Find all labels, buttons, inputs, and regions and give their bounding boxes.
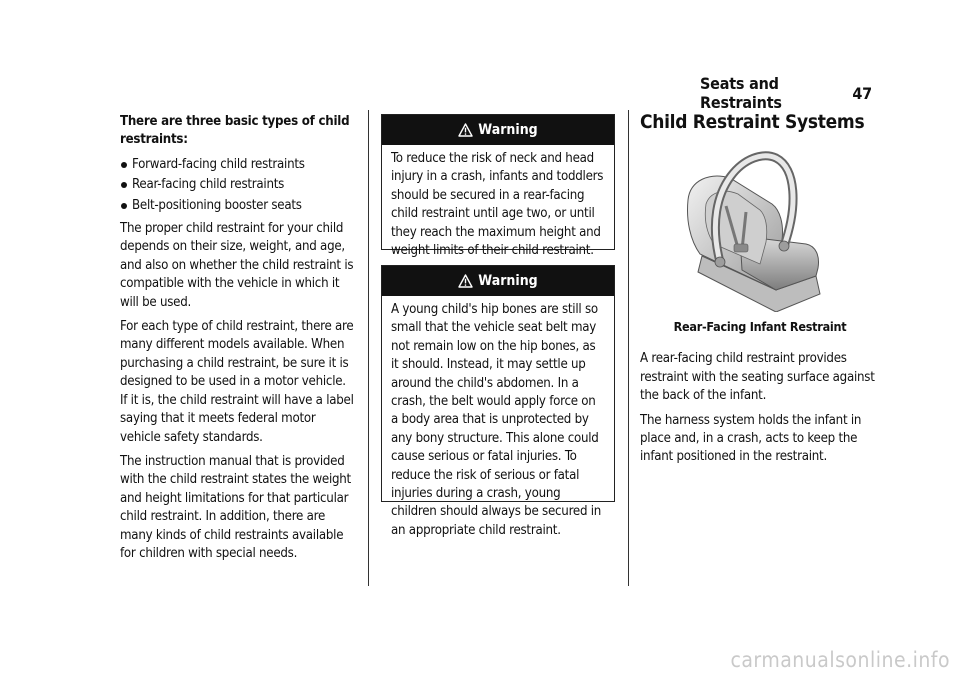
page-number: 47 (852, 83, 872, 103)
warning-box (381, 265, 615, 538)
paragraph: The harness system holds the infant in place and, in a crash, acts to keep the infant positioned in the restraint. (640, 412, 862, 465)
warning-header (382, 115, 614, 145)
warning-triangle-icon (458, 274, 473, 288)
warning-triangle-icon (458, 123, 473, 137)
paragraph: For each type of child restraint, there are many different models available. When purchasing a child restraint, be sure it is designed to be used in a motor vehicle. If it is, the child restraint will have a label saying that it meets federal motor vehicle safety standards. (120, 319, 354, 445)
paragraph: The instruction manual that is provided with the child restraint states the weight and height limitations for that particular child restraint. In addition, there are many kinds of child restraints available for children with special needs. (120, 453, 351, 561)
page-header (700, 74, 872, 112)
warning-title: Warning (478, 122, 538, 138)
column-divider-right (628, 110, 629, 586)
column-divider-left (368, 110, 369, 586)
section-title-header: Seats and Restraints (700, 74, 782, 112)
paragraph: A rear-facing child restraint provides restraint with the seating surface against the back of the infant. (640, 351, 875, 404)
intro-text: There are three basic types of child restraints: (120, 114, 350, 148)
watermark: carmanualsonline.info (730, 648, 950, 672)
column-left (120, 113, 356, 569)
figure-caption: Rear-Facing Infant Restraint (673, 319, 847, 334)
list-item: Belt-positioning booster seats (120, 197, 356, 215)
list-item: Forward-facing child restraints (120, 156, 356, 174)
warning-text: A young child's hip bones are still so small that the vehicle seat belt may not remain low on the hip bones, as it should. Instead, it may settle up around the child's abdomen. In a crash, the belt would apply force on a body area that is unprotected by any bony structure. This alone could cause serious or fatal injuries. To reduce the risk of serious or fatal injuries during a crash, young children should always be secured in an appropriate child restraint. (391, 302, 602, 538)
infant-restraint-illustration (640, 142, 880, 314)
warning-text: To reduce the risk of neck and head injury in a crash, infants and toddlers should be secured in a rear-facing child restraint until age two, or until they reach the maximum height and weight limits of their child restraint. (391, 151, 604, 259)
warning-title: Warning (478, 273, 538, 289)
warning-box (381, 114, 615, 259)
section-heading: Child Restraint Systems (640, 111, 865, 133)
list-item: Rear-facing child restraints (120, 176, 356, 194)
column-right (640, 110, 880, 473)
paragraph: The proper child restraint for your child depends on their size, weight, and age, and also on whether the child restraint is compatible with the vehicle in which it will be used. (120, 221, 354, 310)
warning-header (382, 266, 614, 296)
restraint-types-list (120, 156, 356, 215)
